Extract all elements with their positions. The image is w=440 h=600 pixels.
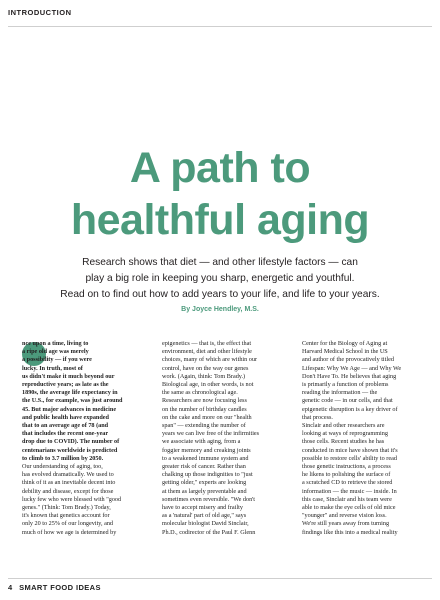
body-text-line: and author of the provocatively titled bbox=[302, 356, 394, 364]
body-text-line: genes." (Think: Tom Brady.) Today, bbox=[22, 504, 111, 512]
body-text-line: is primarily a function of problems bbox=[302, 381, 389, 389]
section-label: INTRODUCTION bbox=[8, 8, 72, 17]
body-text-line: and public health have expanded bbox=[22, 413, 109, 421]
body-text-line: sometimes even reversible. "We don't bbox=[162, 495, 256, 503]
body-text-line: this case, Sinclair and his team were bbox=[302, 495, 392, 503]
body-text-line: Our understanding of aging, too, bbox=[22, 463, 103, 471]
body-column-1 bbox=[22, 340, 140, 537]
body-text-line: able to make the eye cells of old mice bbox=[302, 504, 396, 512]
headline-line-2: healthful aging bbox=[70, 196, 370, 244]
body-text-line: Don't Have To. He believes that aging bbox=[302, 372, 397, 380]
page-number: 4 bbox=[8, 583, 13, 592]
body-text-line: have to accept misery and frailty bbox=[162, 504, 243, 512]
body-text-line: "younger" and reverse vision loss. bbox=[302, 512, 387, 520]
body-text-line: that to an average age of 78 (and bbox=[22, 422, 109, 430]
body-text-line: possible to restore cells' ability to read bbox=[302, 454, 397, 462]
body-text-line: a ripe old age was merely bbox=[22, 348, 89, 356]
body-text-line: the same as chronological age. bbox=[162, 389, 238, 397]
body-text-line: lucky. In truth, most of bbox=[22, 364, 83, 372]
body-column-3 bbox=[302, 340, 420, 537]
body-text-line: debility and disease, except for those bbox=[22, 487, 114, 495]
body-text-line: control, have on the way our genes bbox=[162, 364, 249, 372]
body-text-line: years we can live free of the infirmities bbox=[162, 430, 260, 438]
body-text-line: those genetic instructions, a process bbox=[302, 463, 391, 471]
body-text-line: Harvard Medical School in the US bbox=[302, 348, 388, 356]
body-text-line: epigenetics — that is, the effect that bbox=[162, 340, 252, 347]
body-text-line: reading the information — the bbox=[302, 389, 378, 397]
body-text-line: reproductive years; as late as the bbox=[22, 381, 109, 389]
body-text-line: findings like this into a medical reality bbox=[302, 528, 398, 536]
body-text-line: centenarians worldwide is predicted bbox=[22, 446, 118, 454]
body-text-line: Ph.D., codirector of the Paul F. Glenn bbox=[162, 528, 256, 536]
body-text-line: the U.S., for example, was just around bbox=[22, 397, 123, 405]
body-text-line: information — the music — inside. In bbox=[302, 487, 397, 495]
body-text-line: lucky few who were blessed with "good bbox=[22, 495, 122, 503]
body-text-line: epigenetic disruption is a key driver of bbox=[302, 405, 398, 413]
body-column-2 bbox=[162, 340, 280, 537]
body-text-line: Researchers are now focusing less bbox=[162, 397, 247, 405]
body-text-line: work. (Again, think: Tom Brady.) bbox=[162, 372, 246, 380]
body-text-line: on the cake and more on our "health bbox=[162, 413, 252, 421]
body-text-line: greater risk of cancer. Rather than bbox=[162, 463, 246, 471]
headline-line-1: A path to bbox=[129, 144, 311, 192]
body-text-line: has evolved dramatically. We used to bbox=[22, 471, 114, 479]
body-text-line: drop due to COVID). The number of bbox=[22, 438, 120, 446]
body-text-line: that includes the recent one-year bbox=[22, 430, 109, 438]
bottom-divider bbox=[8, 578, 432, 579]
dek bbox=[20, 255, 420, 303]
body-text-line: to climb to 3.7 million by 2050. bbox=[22, 454, 104, 462]
body-text-line: 45. But major advances in medicine bbox=[22, 405, 117, 413]
body-text-line: 1890s, the average life expectancy in bbox=[22, 389, 118, 397]
body-text-line: foggier memory and creaking joints bbox=[162, 446, 251, 454]
body-text-line: genetic code — in our cells, and that bbox=[302, 397, 393, 405]
body-text-line: nce upon a time, living to bbox=[22, 340, 89, 347]
body-text-line: a possibility — if you were bbox=[22, 356, 92, 364]
top-divider bbox=[8, 26, 432, 27]
body-text-line: those cells. Recent studies he has bbox=[302, 438, 385, 446]
body-text-line: molecular biologist David Sinclair, bbox=[162, 520, 249, 528]
page-footer bbox=[8, 583, 101, 592]
body-text-line: we associate with aging, from a bbox=[162, 438, 241, 446]
body-text-line: he likens to polishing the surface of bbox=[302, 471, 391, 479]
body-text-line: think of it as an inevitable decent into bbox=[22, 479, 116, 487]
body-text-line: much of how we age is determined by bbox=[22, 528, 117, 536]
body-text-line: Biological age, in other words, is not bbox=[162, 381, 254, 389]
body-text-line: at them as largely preventable and bbox=[162, 487, 247, 495]
body-text-line: span" — extending the number of bbox=[162, 422, 246, 430]
body-text-line: us didn't make it much beyond our bbox=[22, 372, 115, 380]
body-text-line: We're still years away from turning bbox=[302, 520, 390, 528]
body-text-line: Sinclair and other researchers are bbox=[302, 422, 385, 430]
body-text-line: on the number of birthday candles bbox=[162, 405, 247, 413]
body-text-line: Center for the Biology of Aging at bbox=[302, 340, 388, 347]
body-text-line: environment, diet and other lifestyle bbox=[162, 348, 252, 356]
body-text-line: as a 'natural' part of old age," says bbox=[162, 512, 247, 520]
body-text-line: that process. bbox=[302, 413, 333, 421]
body-text-line: chalking up those indignities to "just bbox=[162, 471, 253, 479]
dek-line: Read on to find out how to add years to your life, and life to your years. bbox=[60, 289, 380, 300]
body-text-line: choices, many of which are within our bbox=[162, 356, 258, 364]
body-text-line: getting older," experts are looking bbox=[162, 479, 247, 487]
body-text-line: only 20 to 25% of our longevity, and bbox=[22, 520, 114, 528]
body-text-line: to a weakened immune system and bbox=[162, 454, 249, 462]
publication-name: SMART FOOD IDEAS bbox=[19, 583, 101, 592]
dek-line: play a big role in keeping you sharp, energetic and youthful. bbox=[85, 273, 355, 284]
body-text-line: a scratched CD to retrieve the stored bbox=[302, 479, 393, 487]
dek-line: Research shows that diet — and other lifestyle factors — can bbox=[82, 257, 358, 268]
body-text-line: Lifespan: Why We Age — and Why We bbox=[302, 364, 402, 372]
body-text-line: looking at ways of reprogramming bbox=[302, 430, 388, 438]
body-text-line: conducted in mice have shown that it's bbox=[302, 446, 398, 454]
byline: By Joyce Hendley, M.S. bbox=[181, 306, 259, 313]
body-text-line: it's known that genetics account for bbox=[22, 512, 110, 520]
